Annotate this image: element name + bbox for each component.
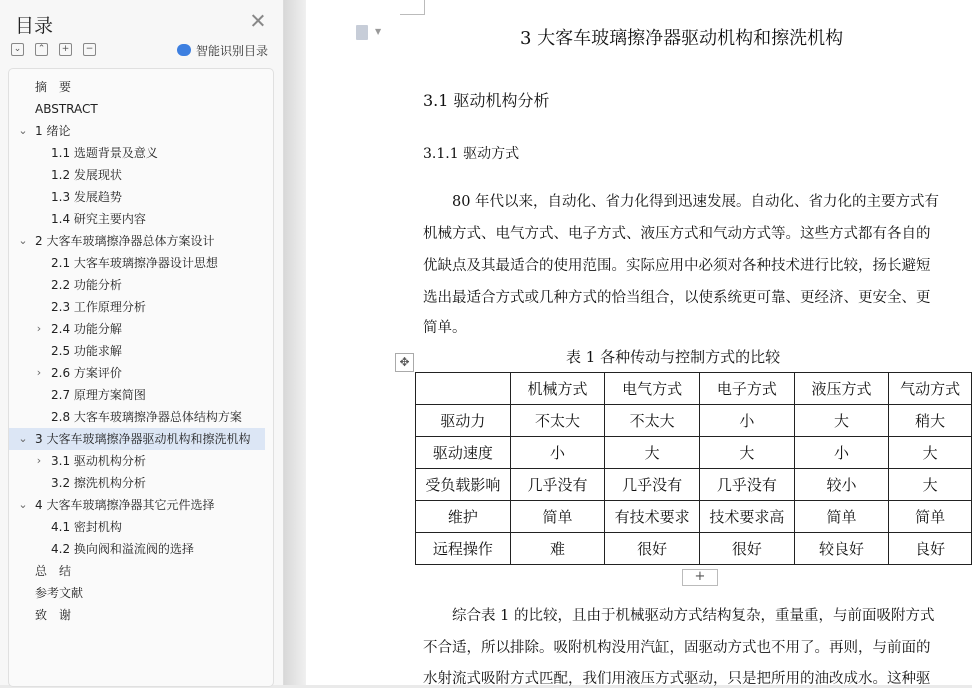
table-cell: 有技术要求 xyxy=(605,501,700,533)
toc-item[interactable] xyxy=(9,186,265,208)
toc-item-label: 2.3 工作原理分析 xyxy=(51,300,146,314)
paragraph-line: 水射流式吸附方式匹配，我们用液压方式驱动，只是把所用的油改成水。这种驱 xyxy=(423,671,931,687)
toc-item-label: 3.1 驱动机构分析 xyxy=(51,454,146,468)
toc-item[interactable] xyxy=(9,318,265,340)
add-heading-icon[interactable]: + xyxy=(59,43,72,56)
remove-heading-icon[interactable]: − xyxy=(83,43,96,56)
page-gutter xyxy=(284,0,306,685)
table-cell: 简单 xyxy=(510,501,605,533)
chapter-title: 3 大客车玻璃擦净器驱动机构和擦洗机构 xyxy=(520,28,844,49)
table-row xyxy=(416,437,972,469)
table-header-cell xyxy=(416,373,511,405)
toc-item[interactable] xyxy=(9,362,265,384)
paragraph-line: 简单。 xyxy=(423,320,467,336)
toc-item[interactable] xyxy=(9,428,265,450)
toc-item[interactable] xyxy=(9,252,265,274)
toc-item-label: 2.4 功能分解 xyxy=(51,322,122,336)
toc-item[interactable] xyxy=(9,98,265,120)
paragraph-line: 优缺点及其最适合的使用范围。实际应用中必须对各种技术进行比较，扬长避短 xyxy=(423,258,931,274)
table-cell: 几乎没有 xyxy=(510,469,605,501)
table-cell: 远程操作 xyxy=(416,533,511,565)
table-cell: 受负载影响 xyxy=(416,469,511,501)
toc-item-label: 总 结 xyxy=(35,564,72,578)
table-row xyxy=(416,405,972,437)
table-cell: 大 xyxy=(700,437,795,469)
toc-item[interactable] xyxy=(9,384,265,406)
table-row xyxy=(416,501,972,533)
toc-item-label: 致 谢 xyxy=(35,608,72,622)
table-cell: 大 xyxy=(889,469,972,501)
toc-item-label: 2.1 大客车玻璃擦净器设计思想 xyxy=(51,256,218,270)
table-cell: 技术要求高 xyxy=(700,501,795,533)
table-cell: 不太大 xyxy=(605,405,700,437)
toc-item[interactable] xyxy=(9,582,265,604)
table-cell: 较良好 xyxy=(794,533,889,565)
table-cell: 小 xyxy=(794,437,889,469)
subsection-heading: 3.1.1 驱动方式 xyxy=(423,146,520,162)
table-cell: 难 xyxy=(510,533,605,565)
paragraph-line: 80 年代以来，自动化、省力化得到迅速发展。自动化、省力化的主要方式有 xyxy=(423,194,940,210)
toc-item-label: 1.2 发展现状 xyxy=(51,168,122,182)
toc-item-label: 2.8 大客车玻璃擦净器总体结构方案 xyxy=(51,410,242,424)
toc-item[interactable] xyxy=(9,164,265,186)
paragraph-line: 机械方式、电气方式、电子方式、液压方式和气动方式等。这些方式都有各自的 xyxy=(423,226,931,242)
toc-item[interactable] xyxy=(9,450,265,472)
table-cell: 很好 xyxy=(700,533,795,565)
chevron-right-icon[interactable]: › xyxy=(36,454,42,467)
toc-item-label: 3.2 擦洗机构分析 xyxy=(51,476,146,490)
move-table-icon[interactable]: ✥ xyxy=(395,353,414,372)
toc-item-label: ABSTRACT xyxy=(35,102,98,116)
expand-up-icon[interactable]: ⌃ xyxy=(35,43,48,56)
toc-item-label: 1.3 发展趋势 xyxy=(51,190,122,204)
comparison-table xyxy=(415,372,972,565)
toc-item[interactable] xyxy=(9,208,265,230)
chevron-down-icon[interactable]: ⌄ xyxy=(18,124,28,137)
toc-item-label: 1.1 选题背景及意义 xyxy=(51,146,158,160)
smart-toc-label: 智能识别目录 xyxy=(196,44,269,58)
table-cell: 不太大 xyxy=(510,405,605,437)
toc-item[interactable] xyxy=(9,340,265,362)
toc-item-label: 1.4 研究主要内容 xyxy=(51,212,146,226)
collapse-all-icon[interactable]: ⌄ xyxy=(11,43,24,56)
toc-item-label: 2.2 功能分析 xyxy=(51,278,122,292)
toc-item[interactable] xyxy=(9,76,265,98)
table-cell: 几乎没有 xyxy=(605,469,700,501)
table-cell: 小 xyxy=(700,405,795,437)
toc-item[interactable] xyxy=(9,230,265,252)
toc-item-label: 参考文献 xyxy=(35,586,84,600)
add-row-button[interactable]: + xyxy=(682,569,718,586)
toc-item-label: 1 绪论 xyxy=(35,124,71,138)
toc-item[interactable] xyxy=(9,120,265,142)
document-page xyxy=(306,0,972,685)
chevron-down-icon[interactable]: ⌄ xyxy=(18,498,28,511)
toc-item-label: 4.2 换向阀和溢流阀的选择 xyxy=(51,542,194,556)
table-cell: 稍大 xyxy=(889,405,972,437)
toc-item-label: 2.6 方案评价 xyxy=(51,366,122,380)
toc-item-label: 2.5 功能求解 xyxy=(51,344,122,358)
table-header-cell: 电气方式 xyxy=(605,373,700,405)
toc-item[interactable] xyxy=(9,472,265,494)
table-cell: 很好 xyxy=(605,533,700,565)
paragraph-line: 选出最适合方式或几种方式的恰当组合，以使系统更可靠、更经济、更安全、更 xyxy=(423,290,931,306)
table-header-row xyxy=(416,373,972,405)
table-cell: 大 xyxy=(889,437,972,469)
chevron-down-icon[interactable]: ▼ xyxy=(375,27,382,36)
toc-item[interactable] xyxy=(9,604,265,626)
toc-item[interactable] xyxy=(9,516,265,538)
chevron-right-icon[interactable]: › xyxy=(36,366,42,379)
toc-item-label: 2 大客车玻璃擦净器总体方案设计 xyxy=(35,234,215,248)
toc-item[interactable] xyxy=(9,274,265,296)
table-header-cell: 气动方式 xyxy=(889,373,972,405)
toc-item-label: 3 大客车玻璃擦净器驱动机构和擦洗机构 xyxy=(35,432,251,446)
smart-toc-button[interactable] xyxy=(177,42,268,59)
table-row xyxy=(416,533,972,565)
table-cell: 简单 xyxy=(889,501,972,533)
document-icon[interactable] xyxy=(356,25,368,40)
table-cell: 大 xyxy=(605,437,700,469)
chevron-down-icon[interactable]: ⌄ xyxy=(18,432,28,445)
toc-item-label: 4.1 密封机构 xyxy=(51,520,122,534)
table-cell: 驱动速度 xyxy=(416,437,511,469)
table-header-cell: 机械方式 xyxy=(510,373,605,405)
toc-item[interactable] xyxy=(9,538,265,560)
chevron-right-icon[interactable]: › xyxy=(36,322,42,335)
close-icon[interactable] xyxy=(249,12,267,30)
toc-item[interactable] xyxy=(9,142,265,164)
toc-item[interactable] xyxy=(9,494,265,516)
toc-sidebar xyxy=(0,0,284,685)
table-header-cell: 液压方式 xyxy=(794,373,889,405)
table-row xyxy=(416,469,972,501)
toc-list xyxy=(8,68,274,687)
toc-item-label: 2.7 原理方案简图 xyxy=(51,388,146,402)
table-cell: 大 xyxy=(794,405,889,437)
table-cell: 简单 xyxy=(794,501,889,533)
toc-item[interactable] xyxy=(9,406,265,428)
table-cell: 几乎没有 xyxy=(700,469,795,501)
toc-item-label: 摘 要 xyxy=(35,80,72,94)
paragraph-line: 不合适，所以排除。吸附机构没用汽缸，固驱动方式也不用了。再则，与前面的 xyxy=(423,640,931,656)
table-cell: 小 xyxy=(510,437,605,469)
sidebar-title: 目录 xyxy=(15,15,54,37)
table-cell: 驱动力 xyxy=(416,405,511,437)
paragraph-line: 综合表 1 的比较，且由于机械驱动方式结构复杂，重量重，与前面吸附方式 xyxy=(423,608,935,624)
page-corner-mark xyxy=(400,0,425,15)
toc-item[interactable] xyxy=(9,560,265,582)
toc-item[interactable] xyxy=(9,296,265,318)
toc-item-label: 4 大客车玻璃擦净器其它元件选择 xyxy=(35,498,215,512)
section-heading: 3.1 驱动机构分析 xyxy=(423,91,550,110)
chevron-down-icon[interactable]: ⌄ xyxy=(18,234,28,247)
ai-icon xyxy=(177,44,191,56)
table-cell: 维护 xyxy=(416,501,511,533)
table-cell: 良好 xyxy=(889,533,972,565)
table-cell: 较小 xyxy=(794,469,889,501)
table-header-cell: 电子方式 xyxy=(700,373,795,405)
table-caption: 表 1 各种传动与控制方式的比较 xyxy=(566,348,781,366)
